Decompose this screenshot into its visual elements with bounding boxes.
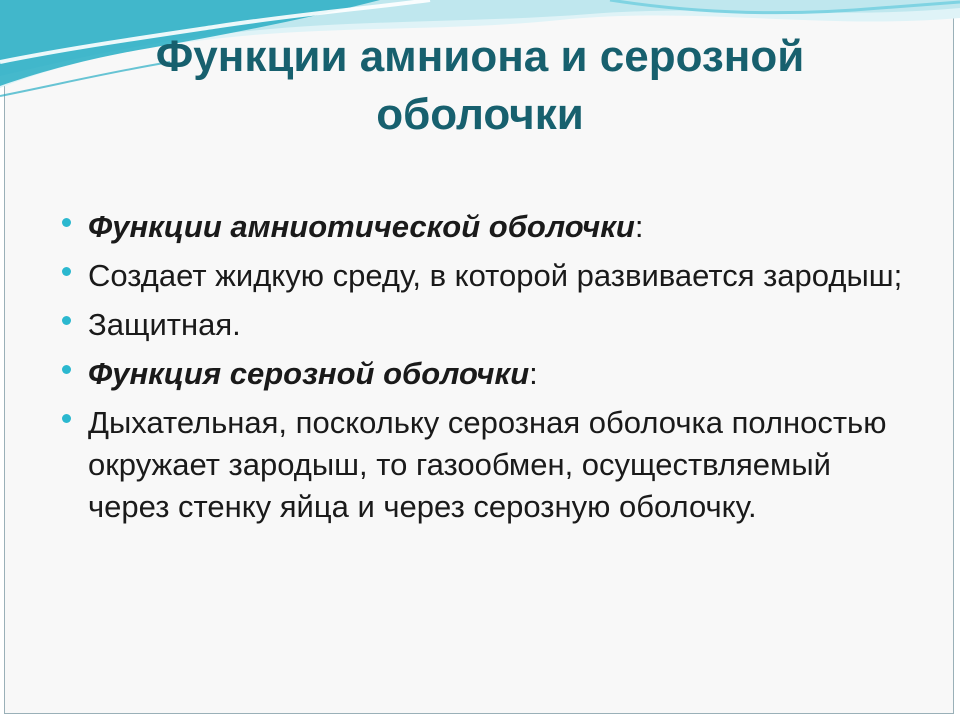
bullet-suffix: : (634, 209, 644, 244)
bullet-text: Дыхательная, поскольку серозная оболочка полностью окружает зародыш, то газообмен, осуществляемый через стенку яйца и через серозную оболочку. (88, 405, 887, 524)
list-item (60, 402, 910, 528)
slide-title: Функции амниона и серозной оболочки (155, 32, 805, 139)
bullet-list (60, 206, 910, 535)
bullet-dot-icon (62, 267, 71, 276)
list-item (60, 206, 910, 248)
bullet-dot-icon (62, 365, 71, 374)
list-item (60, 255, 910, 297)
bullet-dot-icon (62, 218, 71, 227)
bullet-text: Создает жидкую среду, в которой развивается зародыш; (88, 258, 903, 293)
bold-italic-text: Функции амниотической оболочки (88, 209, 635, 244)
bullet-text: Защитная. (88, 307, 241, 342)
bullet-dot-icon (62, 316, 71, 325)
bullet-suffix: : (529, 356, 538, 391)
bullet-dot-icon (62, 414, 71, 423)
bold-italic-text: Функция серозной оболочки (88, 356, 530, 391)
list-item (60, 304, 910, 346)
list-item (60, 353, 910, 395)
